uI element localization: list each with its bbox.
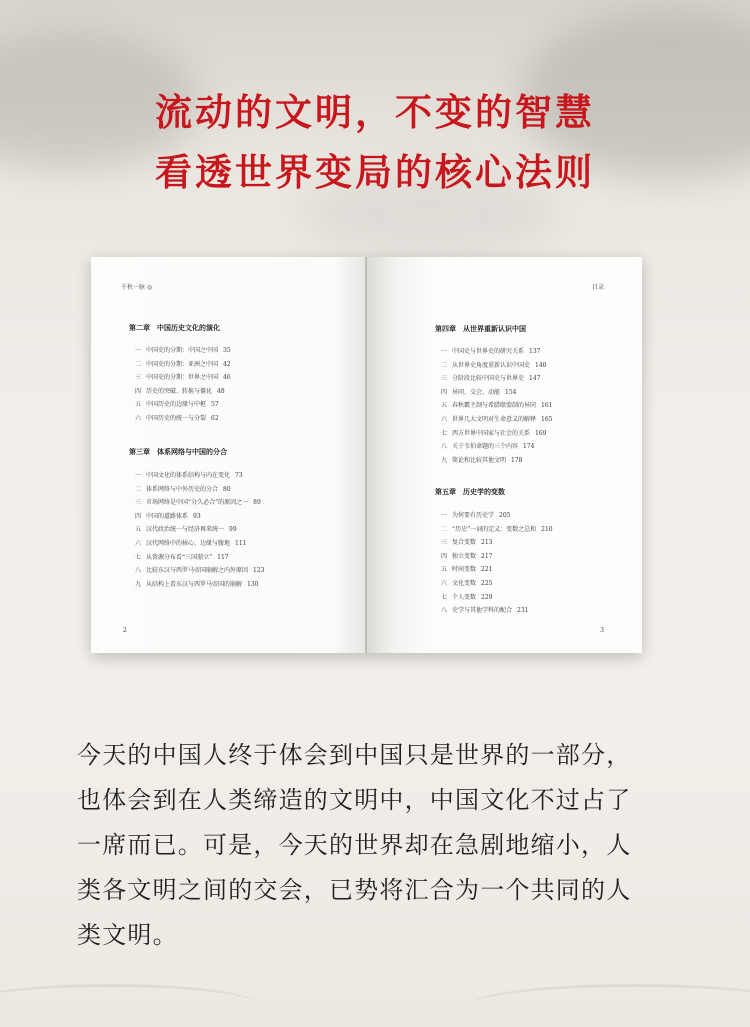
toc-entry-number: 六	[135, 539, 142, 547]
toc-entry-title: 体系网络与中外历史的分合	[146, 485, 219, 493]
toc-entry-page: 213	[481, 539, 493, 547]
toc-entry-title: 中国史的分期：亚洲之中国	[146, 360, 219, 368]
toc-entry-number: 八	[441, 443, 448, 451]
toc-entry	[441, 591, 553, 605]
toc-entry-title: 市场网络是中国“分久必合”的原因之一	[146, 499, 249, 507]
toc-entry-title: 时间变数	[452, 566, 477, 574]
toc-entry-title: 比较东汉与西罗马帝国崩解之内外原因	[146, 567, 249, 575]
toc-entry-page: 154	[505, 388, 517, 396]
toc-entry-title: 中国文化的体系结构与内在变化	[146, 472, 231, 479]
toc-entry-title: 从结构上看东汉与西罗马帝国的崩解	[146, 580, 243, 588]
toc-entry-page: 169	[535, 429, 547, 437]
toc-entry-title: 中国史与世界史的研究关系	[452, 348, 525, 355]
paragraph-line: 类文明。	[77, 921, 178, 949]
toc-entry-number: 四	[135, 387, 142, 395]
toc-entry-number: 九	[135, 580, 142, 588]
paragraph-line: 一席而已。可是，今天的世界却在急剧地缩小，人	[77, 831, 632, 859]
toc-entry-page: 165	[541, 415, 553, 423]
toc-entry	[135, 344, 231, 358]
toc-entry-number: 三	[441, 375, 448, 383]
toc-entry-number: 五	[441, 402, 448, 410]
toc-entry-number: 七	[441, 593, 448, 601]
chapter-title: 第五章 历史学的变数	[435, 487, 505, 496]
toc-entry	[135, 578, 264, 592]
toc-entry-number: 四	[441, 388, 448, 396]
toc-entry-title: 春秋霸主制与希腊联盟制的异同	[452, 402, 537, 410]
toc-entry-number: 七	[441, 429, 448, 437]
toc-entry-number: 三	[135, 499, 142, 507]
toc-entry-page: 62	[211, 414, 219, 422]
toc-entry	[441, 550, 553, 564]
paragraph-line: 类各文明之间的交会，已势将汇合为一个共同的人	[77, 876, 632, 904]
toc-entry	[441, 604, 553, 618]
toc-entry	[135, 510, 264, 524]
toc-entry-title: 文化变数	[452, 579, 477, 587]
toc-entry	[135, 496, 264, 510]
toc-entry-page: 99	[229, 526, 237, 534]
page-number-right: 3	[600, 627, 604, 634]
toc-entry-title: 西方世界中国家与社会的关系	[452, 429, 531, 437]
toc-entry-page: 174	[523, 443, 535, 451]
headline-line-1: 流动的文明，不变的智慧	[155, 91, 595, 134]
toc-entry-number: 四	[441, 552, 448, 560]
toc-entry-title: 从世界史角度重新认识中国史	[452, 361, 531, 369]
paragraph-line: 也体会到在人类缔造的文明中，中国文化不过占了	[77, 786, 632, 814]
toc-list	[135, 469, 264, 591]
toc-entry-title: 中国的道路体系	[146, 512, 189, 520]
toc-entry-page: 117	[217, 553, 229, 561]
toc-entry-number: 二	[135, 360, 142, 368]
toc-entry-page: 178	[511, 456, 523, 464]
toc-entry-number: 二	[441, 525, 448, 533]
toc-entry-number: 六	[441, 415, 448, 423]
toc-entry	[135, 385, 231, 399]
toc-entry-page: 225	[481, 579, 493, 587]
toc-entry-title: 历史的突破、转换与僵化	[146, 387, 213, 395]
toc-entry-title: 独立变数	[452, 552, 477, 560]
toc-entry-title: 史学与其他学科的配合	[452, 607, 513, 615]
toc-entry-number: 三	[441, 539, 448, 547]
toc-entry-number: 七	[135, 553, 142, 561]
toc-entry	[135, 551, 264, 565]
toc-entry-number: 三	[135, 374, 142, 382]
toc-entry-page: 130	[247, 580, 259, 588]
toc-entry-title: “历史”一词的定义：变数之总和	[452, 525, 537, 533]
toc-entry-number: 二	[441, 361, 448, 369]
toc-entry-title: 世界几大文明对生命意义的解释	[452, 415, 537, 423]
toc-entry-title: 异同、交会、动能	[452, 388, 501, 396]
toc-entry-page: 217	[481, 552, 493, 560]
toc-entry	[441, 372, 552, 386]
toc-list	[441, 509, 553, 618]
toc-entry	[135, 523, 264, 537]
toc-entry	[441, 345, 552, 359]
toc-entry-title: 关于韦伯命题的三个内容	[452, 443, 519, 451]
page-number-left: 2	[123, 627, 127, 634]
toc-entry-number: 一	[441, 348, 448, 355]
toc-entry-number: 一	[135, 472, 142, 479]
toc-entry-title: 中国历史的边缘与中枢	[146, 401, 207, 409]
toc-entry	[135, 564, 264, 578]
toc-entry	[441, 399, 552, 413]
toc-entry-page: 147	[529, 375, 541, 383]
running-head-left: 千秋一脉 ◎	[121, 284, 153, 291]
toc-entry	[135, 483, 264, 497]
toc-entry-page: 73	[235, 472, 243, 479]
toc-list	[135, 344, 231, 426]
paragraph-line: 今天的中国人终于体会到中国只是世界的一部分，	[77, 741, 632, 769]
toc-entry-page: 210	[541, 525, 553, 533]
chapter-title: 第二章 中国历史文化的演化	[129, 323, 220, 332]
toc-entry-page: 137	[529, 348, 541, 355]
toc-entry-number: 六	[441, 579, 448, 587]
toc-entry-title: 个人变数	[452, 593, 477, 601]
toc-entry-page: 161	[541, 402, 553, 410]
decorative-wave-right	[470, 984, 750, 1027]
toc-entry-number: 六	[135, 414, 142, 422]
toc-entry	[135, 537, 264, 551]
toc-entry-page: 89	[253, 499, 261, 507]
toc-entry-title: 中国史的分期：中国之中国	[146, 347, 219, 354]
left-page	[91, 257, 365, 653]
headline-line-2: 看透世界变局的核心法则	[155, 151, 595, 194]
toc-list	[441, 345, 552, 467]
toc-entry-page: 123	[253, 567, 265, 575]
chapter-title: 第三章 体系网络与中国的分合	[129, 447, 227, 456]
toc-entry-page: 80	[223, 485, 231, 493]
toc-entry	[441, 577, 553, 591]
toc-entry-number: 四	[135, 512, 142, 520]
toc-entry-page: 35	[223, 347, 231, 354]
toc-entry-number: 五	[135, 401, 142, 409]
right-page	[367, 257, 642, 653]
toc-entry-page: 229	[481, 593, 493, 601]
decorative-wave-left	[0, 984, 260, 1027]
toc-entry-number: 一	[441, 512, 448, 519]
toc-entry-page: 231	[517, 607, 529, 615]
toc-entry	[441, 509, 553, 523]
toc-entry-number: 九	[441, 456, 448, 464]
toc-entry-page: 221	[481, 566, 493, 574]
toc-entry-number: 五	[135, 526, 142, 534]
toc-entry	[135, 469, 264, 483]
toc-entry	[441, 359, 552, 373]
toc-entry-number: 八	[441, 607, 448, 615]
toc-entry-title: 简论和比较其他文明	[452, 456, 507, 464]
toc-entry	[135, 371, 231, 385]
toc-entry-number: 一	[135, 347, 142, 354]
toc-entry	[441, 413, 552, 427]
toc-entry	[135, 398, 231, 412]
toc-entry	[441, 536, 553, 550]
toc-entry-title: 为何要有历史学	[452, 512, 495, 519]
toc-entry	[441, 523, 553, 537]
open-book-toc	[91, 257, 642, 653]
running-head-right: 目录	[591, 284, 604, 291]
toc-entry-title: 汉代网络中的核心、边缘与腹地	[146, 539, 231, 547]
toc-entry-number: 五	[441, 566, 448, 574]
toc-entry-number: 八	[135, 567, 142, 575]
toc-entry-page: 111	[235, 539, 247, 547]
toc-entry-page: 48	[217, 387, 225, 395]
toc-entry-title: 复合变数	[452, 539, 477, 547]
toc-entry-page: 46	[223, 374, 231, 382]
toc-entry	[441, 386, 552, 400]
toc-entry	[441, 440, 552, 454]
toc-entry-title: 中国史的分期：世界之中国	[146, 374, 219, 382]
chapter-title: 第四章 从世界重新认识中国	[435, 324, 526, 333]
toc-entry-title: 分阶段比较中国史与世界史	[452, 375, 525, 383]
toc-entry-page: 57	[211, 401, 219, 409]
toc-entry	[441, 427, 552, 441]
toc-entry	[135, 412, 231, 426]
toc-entry-number: 二	[135, 485, 142, 493]
body-paragraph	[77, 733, 677, 958]
toc-entry-page: 93	[193, 512, 201, 520]
toc-entry	[441, 454, 552, 468]
toc-entry-page: 140	[535, 361, 547, 369]
toc-entry-title: 从资源分布看“三国鼎立”	[146, 553, 213, 561]
toc-entry-page: 42	[223, 360, 231, 368]
toc-entry	[441, 563, 553, 577]
toc-entry-title: 汉代政治统一与经济再来统一	[146, 526, 225, 534]
toc-entry	[135, 358, 231, 372]
toc-entry-page: 205	[499, 512, 511, 519]
toc-entry-title: 中国历史的统一与分裂	[146, 414, 207, 422]
